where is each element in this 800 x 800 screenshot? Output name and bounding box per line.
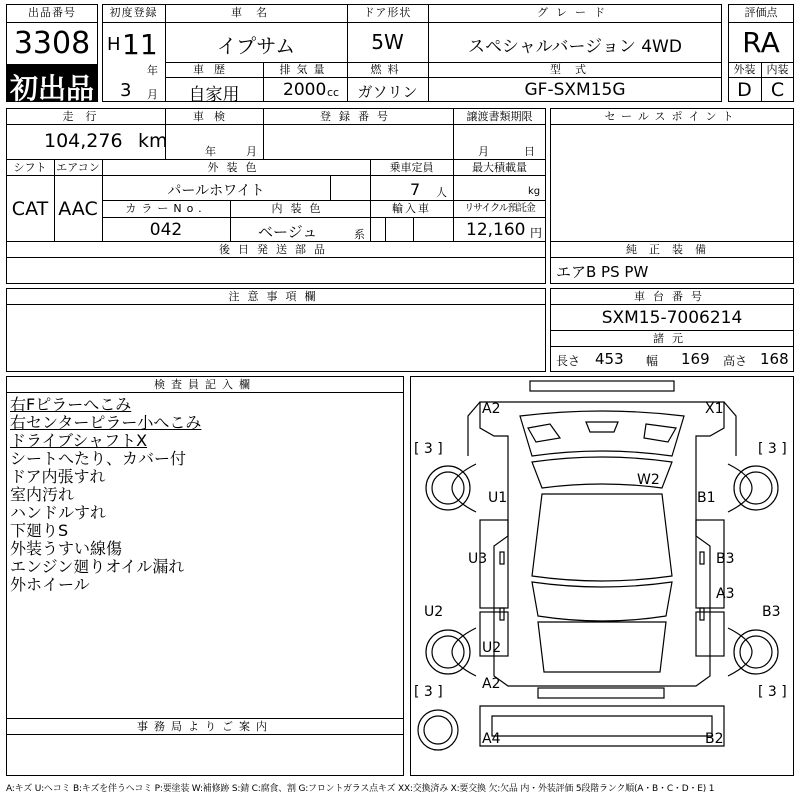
legend: A:キズ U:ヘコミ B:キズを伴うヘコミ P:要塗装 W:補修跡 S:錆 C:腐食、割 G:フロントガラス点キズ XX:交換済み X:要交換 欠:欠品 内・外装評価 5段階ランク順(A・B・C・D・E) 1 [6, 784, 715, 794]
fuel: ガソリン [357, 83, 418, 101]
capacity-label: 乗車定員 [389, 161, 434, 174]
history-label: 車歴 [193, 63, 235, 76]
shift: CAT [11, 198, 49, 220]
shift-label: シフト [13, 161, 47, 174]
mark-a2-front: A2 [482, 401, 501, 417]
car-name: イプサム [216, 34, 296, 58]
reg-year: 11 [122, 28, 158, 61]
ext-color-label: 外装色 [207, 161, 265, 174]
car-diagram [410, 376, 794, 776]
sales-points-label: セールスポイント [604, 110, 740, 123]
remark-2: 右センターピラー小へこみ [10, 413, 202, 432]
recycle-unit: 円 [530, 226, 543, 240]
lot-number: 3308 [13, 26, 91, 61]
remark-9: 外装うすい線傷 [10, 539, 123, 558]
mark-w2: W2 [637, 472, 660, 488]
reg-month: 3 [120, 80, 132, 101]
mileage-unit: km [138, 130, 168, 152]
length-label: 長さ [556, 354, 581, 368]
inspector-label: 検査員記入欄 [154, 378, 256, 391]
tire-tread-rear-left: [ 3 ] [414, 684, 443, 700]
color-no-label: カラーNo. [125, 202, 207, 215]
reg-no-label: 登録番号 [320, 110, 396, 123]
remark-4: シートへたり、カバー付 [10, 449, 187, 468]
chassis-number: SXM15-7006214 [601, 308, 743, 328]
capacity: 7 [410, 180, 421, 199]
mark-u1: U1 [488, 490, 508, 506]
ac-label: エアコン [56, 161, 100, 174]
grade: スペシャルバージョン 4WD [468, 37, 682, 57]
exterior-label: 外装 [733, 63, 756, 76]
interior-grade: C [770, 79, 785, 101]
fuel-label: 燃料 [370, 63, 405, 76]
remark-8: 下廻りS [10, 521, 69, 540]
equipment-label: 純正装備 [626, 243, 718, 256]
rear-marker [538, 688, 664, 698]
mark-u2-rear: U2 [482, 640, 502, 656]
recycle-fee: 12,160 [466, 220, 526, 240]
int-color-unit: 系 [354, 228, 365, 241]
office-label: 事務局よりご案内 [137, 720, 273, 733]
year-unit: 年 [147, 64, 158, 77]
lot-number-label: 出品番号 [28, 6, 76, 19]
era: H [107, 34, 121, 55]
remark-5: ドア内張すれ [10, 467, 106, 486]
car-name-label: 車名 [231, 6, 281, 19]
model: GF-SXM15G [524, 80, 626, 100]
inspection-label: 車検 [193, 110, 235, 123]
tire-tread-front-right: [ 3 ] [758, 441, 787, 457]
tire-tread-front-left: [ 3 ] [414, 441, 443, 457]
length: 453 [595, 350, 624, 368]
grade-label: グレード [537, 6, 613, 19]
width-label: 幅 [646, 354, 659, 368]
remark-3: ドライブシャフトX [10, 431, 148, 450]
import-label: 輸入車 [392, 202, 431, 215]
displacement-unit: cc [327, 86, 340, 99]
transfer-label: 譲渡書類期限 [466, 110, 533, 123]
remark-11: 外ホイール [10, 575, 90, 594]
height: 168 [760, 350, 789, 368]
ac: AAC [58, 198, 98, 220]
tire-tread-rear-right: [ 3 ] [758, 684, 787, 700]
exterior-grade: D [737, 79, 752, 101]
wheel-front-left [426, 466, 470, 510]
remark-1: 右Fピラーへこみ [10, 395, 132, 414]
remark-7: ハンドルすれ [10, 503, 107, 522]
mark-b3-right: B3 [762, 604, 781, 620]
mileage-label: 走行 [62, 110, 109, 123]
roof-marker [530, 381, 674, 391]
remark-10: エンジン廻りオイル漏れ [10, 557, 185, 576]
mark-u2-left: U2 [424, 604, 444, 620]
max-load-label: 最大積載量 [472, 161, 527, 174]
score-label: 評価点 [744, 6, 778, 19]
mark-a4: A4 [482, 731, 501, 747]
equipment: エアB PS PW [556, 263, 649, 281]
body-outline [480, 402, 724, 686]
notes-label: 注意事項欄 [228, 290, 324, 303]
mark-b3-door: B3 [716, 551, 735, 567]
transfer-month-unit: 月 [478, 145, 489, 158]
first-listing-label: 初出品 [9, 72, 94, 105]
max-load-unit: kg [528, 186, 541, 197]
width: 169 [681, 350, 710, 368]
capacity-unit: 人 [436, 186, 447, 199]
parts-label: 後日発送部品 [219, 243, 333, 256]
inspection-year-unit: 年 [205, 145, 216, 158]
mark-x1: X1 [705, 401, 724, 417]
mark-u3: U3 [468, 551, 488, 567]
color-no: 042 [149, 220, 183, 240]
remark-6: 室内汚れ [10, 485, 75, 504]
int-color-label: 内装色 [271, 202, 329, 215]
transfer-day-unit: 日 [524, 145, 535, 158]
month-unit: 月 [147, 88, 158, 101]
ext-color: パールホワイト [167, 183, 265, 199]
height-label: 高さ [723, 354, 748, 368]
mark-a2-rear: A2 [482, 676, 501, 692]
model-label: 型式 [550, 63, 600, 76]
int-color: ベージュ [258, 223, 318, 241]
mark-b2: B2 [705, 731, 724, 747]
score: RA [742, 26, 780, 59]
dims-label: 諸元 [653, 332, 691, 345]
mileage: 104,276 [44, 130, 123, 152]
door-label: ドア形状 [363, 6, 412, 19]
history: 自家用 [188, 85, 240, 105]
door-type: 5W [371, 30, 404, 54]
inspection-month-unit: 月 [246, 145, 257, 158]
displacement: 2000 [283, 80, 327, 100]
interior-label: 内装 [766, 63, 789, 76]
reg-label: 初度登録 [109, 6, 158, 19]
mark-b1: B1 [697, 490, 716, 506]
recycle-label: リサイクル預託金 [464, 203, 535, 214]
chassis-label: 車台番号 [634, 290, 710, 303]
mark-a3: A3 [716, 586, 735, 602]
displacement-label: 排気量 [279, 63, 331, 76]
